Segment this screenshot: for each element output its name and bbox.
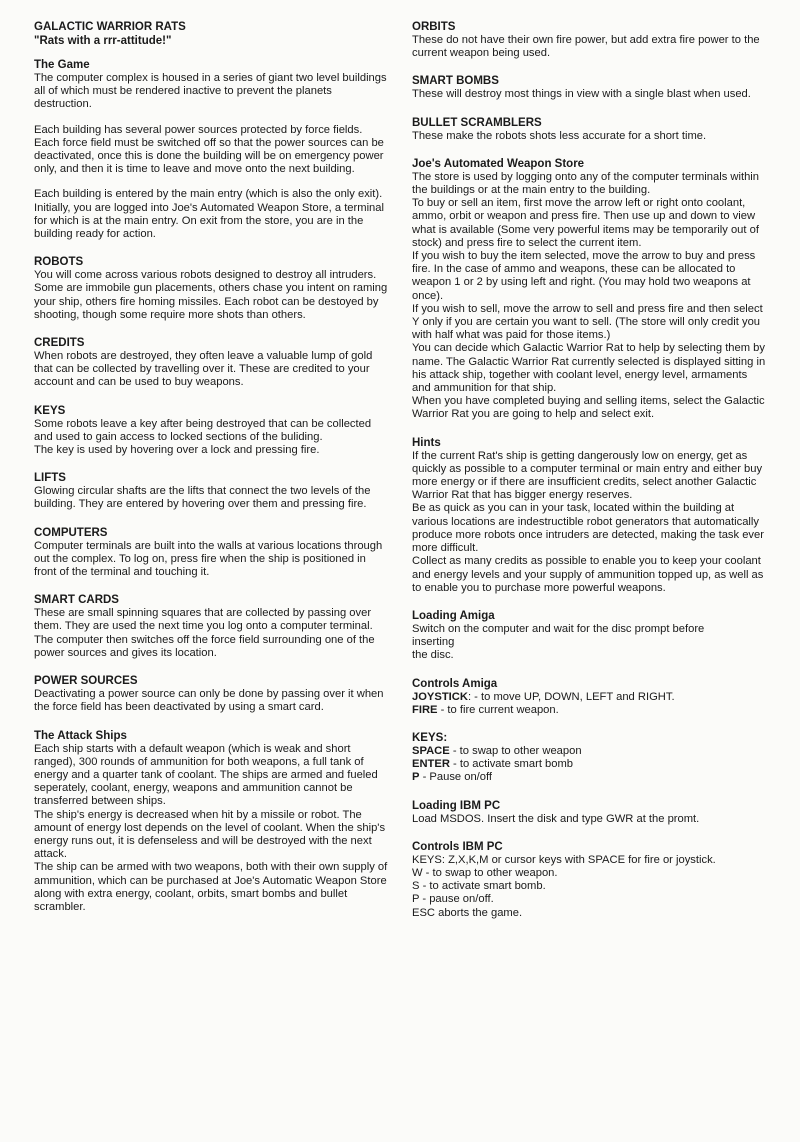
control-line: P - pause on/off.	[412, 893, 494, 906]
paragraph: Each ship starts with a default weapon (which is weak and short ranged), 300 rounds of ammunition for both weapons, a full tank of energy and a quarter tank of coolant. The ships are armed and fueled seperately, coolant, energy, weapons and ammunition cannot be transferred between ships.	[34, 742, 378, 808]
section-heading: Loading IBM PC	[412, 799, 501, 812]
paragraph: Switch on the computer and wait for the disc prompt before inserting the disc.	[412, 622, 705, 662]
section-heading: The Game	[34, 59, 90, 71]
paragraph: When robots are destroyed, they often leave a valuable lump of gold that can be collected by travelling over it. These are credited to your account and can be used to buy weapons.	[34, 350, 373, 389]
section-heading: COMPUTERS	[34, 526, 108, 539]
paragraph: Deactivating a power source can only be done by passing over it when the force field has been deactivated by using a smart card.	[34, 688, 384, 714]
key-description: : - to move UP, DOWN, LEFT and RIGHT.	[467, 690, 675, 703]
section-heading: Joe's Automated Weapon Store	[412, 157, 585, 170]
paragraph: These will destroy most things in view with a single blast when used.	[412, 88, 751, 101]
section-loading-amiga	[412, 609, 768, 663]
paragraph: If you wish to buy the item selected, move the arrow to buy and press fire. In the case of ammo and weapons, these can be allocated to weapon 1 or 2 by using left and right. (You may hold two weapons at once).	[412, 250, 756, 302]
paragraph: Collect as many credits as possible to enable you to keep your coolant and energy levels and your supply of ammunition topped up, as well as to enable you to purchase more powerful weapons.	[412, 555, 764, 594]
paragraph: The ship's energy is decreased when hit by a missile or robot. The amount of energy lost depends on the level of coolant. When the ship's energy runs out, it is defenseless and will be destroyed with the next attack.	[34, 808, 386, 861]
section-smart-cards	[34, 593, 390, 660]
paragraph: These make the robots shots less accurate for a short time.	[412, 129, 707, 142]
section-controls-amiga	[412, 677, 768, 717]
paragraph: Computer terminals are built into the walls at various locations through out the complex. To log on, press fire when the ship is positioned in front of the terminal and touching it.	[34, 539, 383, 579]
section-heading: Controls IBM PC	[412, 840, 503, 853]
control-line: ESC aborts the game.	[412, 906, 523, 919]
section-heading: CREDITS	[34, 337, 85, 350]
section-heading: Hints	[412, 436, 441, 449]
paragraph: The store is used by logging onto any of the computer terminals within the buildings or at the main entry to the building.	[412, 170, 759, 197]
key-description: - to fire current weapon.	[437, 703, 559, 716]
paragraph: The computer complex is housed in a series of giant two level buildings all of which must be rendered inactive to prevent the planets destruction.	[34, 72, 387, 111]
section-loading-ibm	[412, 799, 768, 826]
paragraph: Load MSDOS. Insert the disk and type GWR at the promt.	[412, 812, 700, 825]
paragraph: Each building is entered by the main entry (which is also the only exit). Initially, you are logged into Joe's Automated Weapon Store, a terminal for which is at the main entry. On exit from the store, you are in the building ready for action.	[34, 188, 384, 241]
key-name: SPACE	[412, 744, 450, 757]
section-heading: ORBITS	[412, 21, 456, 33]
section-heading: KEYS	[34, 404, 66, 417]
section-heading: Loading Amiga	[412, 609, 495, 622]
section-heading: SMART BOMBS	[412, 75, 499, 88]
paragraph: The key is used by hovering over a lock and pressing fire.	[34, 444, 320, 457]
key-description: - Pause on/off	[419, 771, 493, 784]
section-weapon-store	[412, 157, 768, 422]
key-name: FIRE	[412, 703, 438, 716]
section-controls-ibm	[412, 840, 768, 920]
section-keys	[34, 404, 390, 458]
section-bullet-scramblers	[412, 116, 768, 143]
section-robots	[34, 255, 390, 322]
control-line: KEYS: Z,X,K,M or cursor keys with SPACE for fire or joystick.	[412, 853, 716, 866]
left-column	[34, 20, 390, 914]
paragraph: Glowing circular shafts are the lifts that connect the two levels of the building. They are entered by hovering over them and pressing fire.	[34, 485, 371, 511]
paragraph: Be as quick as you can in your task, located within the building at various locations are indestructible robot generators that automatically produce more robots once intruders are detected, making the task ever more difficult.	[412, 502, 764, 555]
section-credits	[34, 336, 390, 390]
paragraph: Some robots leave a key after being destroyed that can be collected and used to gain access to locked sections of the buliding.	[34, 417, 372, 443]
section-attack-ships	[34, 729, 390, 915]
game-title: GALACTIC WARRIOR RATS	[34, 21, 186, 33]
section-heading: BULLET SCRAMBLERS	[412, 116, 542, 129]
paragraph: When you have completed buying and selling items, select the Galactic Warrior Rat you are going to help and select exit.	[412, 395, 765, 421]
game-tagline: "Rats with a rrr-attitude!"	[34, 35, 172, 47]
section-heading: SMART CARDS	[34, 594, 119, 607]
key-name: P	[412, 771, 420, 784]
control-line: S - to activate smart bomb.	[412, 880, 546, 893]
control-line	[412, 704, 768, 717]
section-heading: Controls Amiga	[412, 677, 498, 690]
section-orbits	[412, 20, 768, 60]
paragraph: If you wish to sell, move the arrow to sell and press fire and then select Y only if you are certain you want to sell. (The store will only credit you with half what was paid for those items.)	[412, 302, 763, 342]
paragraph: These are small spinning squares that are collected by passing over them. They are used the next time you log onto a computer terminal. The computer then switches off the force field surrounding one of the power sources and gives its location.	[34, 607, 375, 659]
paragraph: To buy or sell an item, first move the arrow left or right onto coolant, ammo, orbit or weapon and press fire. Then use up and down to view what is available (Some very powerful items may be temporarily out of stock) and press fire to select the current item.	[412, 197, 759, 249]
paragraph: The ship can be armed with two weapons, both with their own supply of ammunition, which can be purchased at Joe's Automatic Weapon Store along with extra energy, coolant, orbits, smart bombs and bullet scrambler.	[34, 861, 388, 913]
key-name: JOYSTICK	[412, 690, 468, 703]
section-heading: KEYS:	[412, 731, 448, 744]
section-lifts	[34, 471, 390, 511]
paragraph: Each building has several power sources protected by force fields. Each force field must be switched off so that the power sources can be deactivated, once this is done the building will be on emergency power only, and then it is time to leave and move onto the next building.	[34, 123, 384, 176]
key-name: ENTER	[412, 758, 450, 771]
right-column	[412, 20, 768, 920]
section-heading: The Attack Ships	[34, 729, 127, 742]
section-the-game	[34, 58, 390, 241]
key-description: - to swap to other weapon	[449, 744, 582, 757]
paragraph: If the current Rat's ship is getting dangerously low on energy, get as quickly as possible to a computer terminal or main entry and either buy more energy or if there are insufficient credits, select another Galactic Warrior Rat that has bigger energy reserves.	[412, 449, 763, 502]
control-line	[412, 758, 768, 771]
section-hints	[412, 436, 768, 595]
control-line	[412, 691, 768, 704]
section-power-sources	[34, 674, 390, 714]
section-smart-bombs	[412, 74, 768, 101]
paragraph: You can decide which Galactic Warrior Rat to help by selecting them by name. The Galactic Warrior Rat currently selected is displayed sitting in his attack ship, together with coolant level, energy level, armaments and ammunition for that ship.	[412, 342, 766, 395]
paragraph: You will come across various robots designed to destroy all intruders. Some are immobile gun placements, others chase you intent on raming your ship, others fire homing missiles. Each robot can be destoyed by shooting, though some require more shots than others.	[34, 269, 388, 321]
control-line: W - to swap to other weapon.	[412, 866, 558, 879]
control-line	[412, 745, 768, 758]
control-line	[412, 771, 768, 784]
key-description: - to activate smart bomb	[449, 758, 574, 771]
section-heading: LIFTS	[34, 472, 66, 485]
section-heading: ROBOTS	[34, 256, 84, 269]
section-keys-amiga	[412, 731, 768, 785]
section-computers	[34, 526, 390, 580]
paragraph: These do not have their own fire power, but add extra fire power to the current weapon being used.	[412, 34, 760, 60]
section-heading: POWER SOURCES	[34, 675, 138, 688]
